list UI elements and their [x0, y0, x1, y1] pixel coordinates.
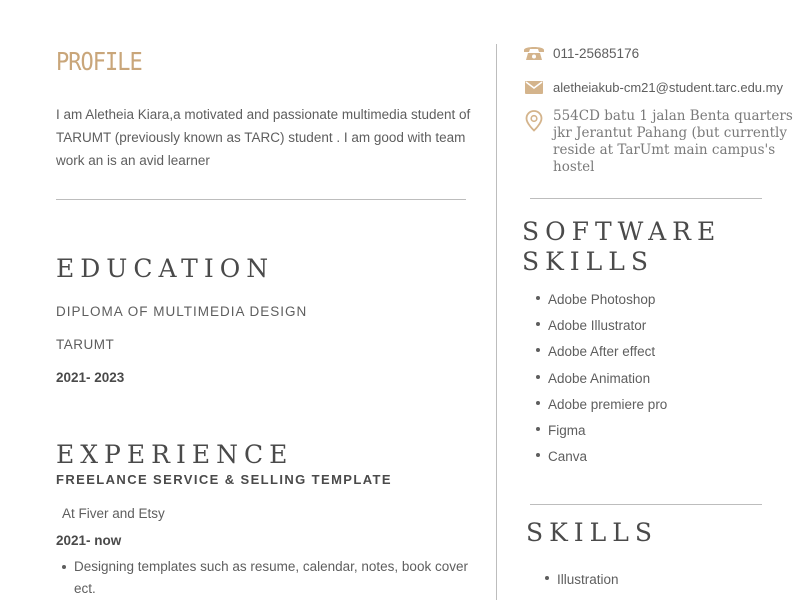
profile-heading: PROFILE: [56, 48, 142, 77]
list-item: Illustration: [541, 567, 761, 593]
education-school: TARUMT: [56, 337, 115, 352]
contact-address: 554CD batu 1 jalan Benta quarters jkr Jerantut Pahang (but currently reside at TarUmt main campus's hostel: [553, 108, 793, 175]
experience-years: 2021- now: [56, 533, 122, 548]
software-divider: [530, 504, 762, 505]
contact-phone: 011-25685176: [553, 46, 640, 61]
profile-divider: [56, 199, 466, 200]
education-heading: EDUCATION: [56, 254, 275, 283]
software-skills-heading: [522, 217, 721, 277]
contact-email: aletheiakub-cm21@student.tarc.edu.my: [553, 80, 783, 95]
experience-duties: [58, 556, 468, 600]
location-pin-icon: [525, 110, 543, 132]
list-item: Adobe After effect: [532, 339, 772, 365]
list-item: Adobe Photoshop: [532, 287, 772, 313]
software-skills-heading-line2: SKILLS: [522, 247, 655, 276]
phone-icon: [522, 44, 546, 62]
experience-duty-item: Designing templates such as resume, calendar, notes, book cover ect.: [58, 556, 468, 600]
list-item: Adobe premiere pro: [532, 392, 772, 418]
list-item: Canva: [532, 444, 772, 470]
experience-place: At Fiver and Etsy: [62, 506, 165, 521]
mail-icon: [525, 81, 543, 94]
list-item: Adobe Illustrator: [532, 313, 772, 339]
list-item: Adobe Animation: [532, 366, 772, 392]
skills-heading: SKILLS: [526, 518, 659, 547]
skills-list: [541, 567, 761, 593]
education-degree: DIPLOMA OF MULTIMEDIA DESIGN: [56, 304, 308, 319]
software-skills-list: [532, 287, 772, 470]
experience-job-title: FREELANCE SERVICE & SELLING TEMPLATE: [56, 472, 392, 487]
list-item: Figma: [532, 418, 772, 444]
column-divider: [496, 44, 497, 600]
education-years: 2021- 2023: [56, 370, 125, 385]
experience-heading: EXPERIENCE: [56, 440, 294, 469]
contact-divider: [530, 198, 762, 199]
profile-summary: I am Aletheia Kiara,a motivated and passionate multimedia student of TARUMT (previously known as TARC) student . I am good with team work an is an avid learner: [56, 107, 471, 168]
software-skills-heading-line1: SOFTWARE: [522, 217, 722, 246]
